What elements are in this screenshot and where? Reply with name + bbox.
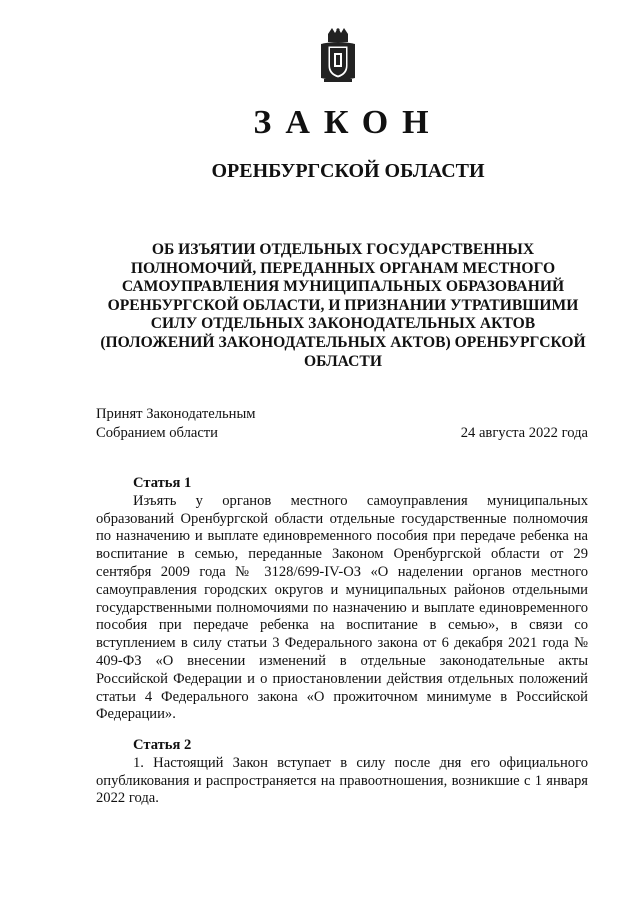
article-2-text: 1. Настоящий Закон вступает в силу после дня его официального опубликования и распространяется на правоотношения, возникшие с 1 января 2022 года. bbox=[96, 754, 588, 807]
region-title: ОРЕНБУРГСКОЙ ОБЛАСТИ bbox=[211, 160, 485, 182]
adoption-line-2: Собранием области bbox=[96, 425, 218, 441]
adoption-date: 24 августа 2022 года bbox=[460, 425, 588, 441]
article-1-heading: Статья 1 bbox=[133, 475, 192, 491]
adoption-line-1: Принят Законодательным bbox=[96, 406, 256, 422]
article-1-text: Изъять у органов местного самоуправления муниципальных образований Оренбургской области отдельные государственные полномочия по назначению и выплате единовременного пособия при передаче ребенка на воспитание в семью, переданные Законом Оренбургской области от 29 сентября 2009 года № 3128/699-IV-ОЗ «О наделении органов местного самоуправления городских округов и муниципальных районов отдельными государственными полномочиями по назначению и выплате единовременного пособия при передаче ребенка на воспитание в семью», в связи со вступлением в силу статьи 3 Федерального закона от 6 декабря 2021 года № 409-ФЗ «О внесении изменений в отдельные законодательные акты Российской Федерации и о приостановлении действия отдельных положений статьи 4 Федерального закона «О прожиточном минимуме в Российской Федерации». bbox=[96, 492, 588, 723]
law-subject-title: ОБ ИЗЪЯТИИ ОТДЕЛЬНЫХ ГОСУДАРСТВЕННЫХ ПОЛНОМОЧИЙ, ПЕРЕДАННЫХ ОРГАНАМ МЕСТНОГО САМОУПРАВЛЕНИЯ МУНИЦИПАЛЬНЫХ ОБРАЗОВАНИЙ ОРЕНБУРГСКОЙ ОБЛАСТИ, И ПРИЗНАНИИ УТРАТИВШИМИ СИЛУ ОТДЕЛЬНЫХ ЗАКОНОДАТЕЛЬНЫХ АКТОВ (ПОЛОЖЕНИЙ ЗАКОНОДАТЕЛЬНЫХ АКТОВ) ОРЕНБУРГСКОЙ ОБЛАСТИ bbox=[100, 241, 586, 370]
article-2 bbox=[96, 737, 588, 808]
law-title: ЗАКОН bbox=[253, 104, 443, 141]
article-1 bbox=[96, 475, 588, 724]
adoption-body bbox=[96, 405, 255, 443]
orenburg-coat-of-arms-icon bbox=[318, 28, 358, 84]
article-2-heading: Статья 2 bbox=[133, 737, 192, 753]
